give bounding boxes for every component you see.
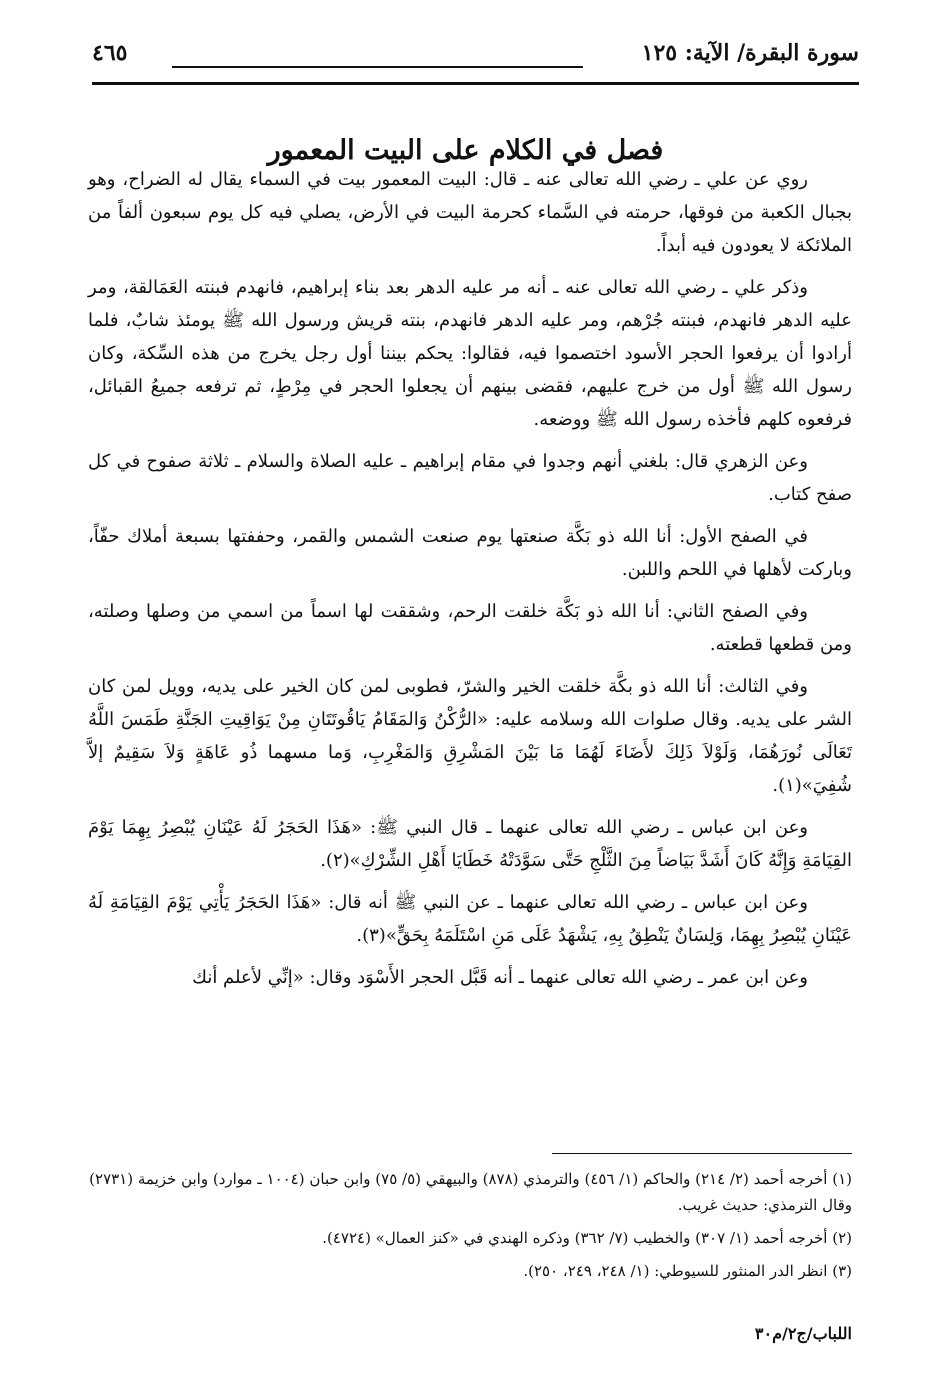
footnotes	[88, 1166, 852, 1291]
volume-signature: اللباب/ج٢/م٣٠	[754, 1324, 852, 1343]
footnote-separator	[552, 1153, 852, 1154]
section-title: فصل في الكلام على البيت المعمور	[267, 135, 664, 167]
paragraph: وفي الثالث: أنا الله ذو بكَّة خلقت الخير والشرّ، فطوبى لمن كان الخير على يديه، وويل لمن كان الشر على يديه. وقال صلوات الله وسلامه عليه: «الرُّكْنُ وَالمَقَامُ يَاقُوتَتَانِ مِنْ يَوَاقِيتِ الجَنَّةِ طَمَسَ اللَّهُ تَعَالَى نُورَهُمَا، وَلَوْلاَ ذَلِكَ لأَضَاءَ لَهُمَا مَا بَيْنَ المَشْرِقِ وَالمَغْرِبِ، وَما مسهما ذُو عَاهَةٍ وَلاَ سَقِيمٌ إلاَّ شُفِيَ»(١).	[88, 676, 852, 796]
footnote: (٢) أخرجه أحمد (١/ ٣٠٧) والخطيب (٧/ ٣٦٢) وذكره الهندي في «كنز العمال» (٤٧٢٤).	[322, 1229, 852, 1247]
page-number: ٤٦٥	[92, 40, 128, 66]
footnote: (٣) انظر الدر المنثور للسيوطي: (١/ ٢٤٨، ٢٤٩، ٢٥٠).	[523, 1262, 852, 1280]
footnote: (١) أخرجه أحمد (٢/ ٢١٤) والحاكم (١/ ٤٥٦) والترمذي (٨٧٨) والبيهقي (٥/ ٧٥) وابن حبان (١٠٠٤ ـ موارد) وابن خزيمة (٢٧٣١) وقال الترمذي: حديث غريب.	[89, 1170, 852, 1214]
header-filler-line	[172, 66, 583, 68]
header-rule	[92, 82, 859, 85]
running-header	[92, 38, 859, 82]
paragraph: وفي الصفح الثاني: أنا الله ذو بَكَّة خلقت الرحم، وشققت لها اسماً من اسمي من وصلها وصلته، ومن قطعها قطعته.	[88, 601, 852, 655]
paragraph: وعن ابن عمر ـ رضي الله تعالى عنهما ـ أنه قَبَّل الحجر الأَسْوَد وقال: «إنِّي لأعلم أنك	[192, 967, 808, 988]
paragraph: وعن ابن عباس ـ رضي الله تعالى عنهما ـ قال النبي ﷺ: «هَذَا الحَجَرُ لَهُ عَيْنَانِ يُبْصِرُ بِهِمَا يَوْمَ القِيَامَةِ وَإِنَّهُ كَانَ أَشَدَّ بَيَاضاً مِنَ الثَّلْجِ حَتَّى سَوَّدَتْهُ خَطَايَا أَهْلِ الشِّرْكِ»(٢).	[88, 817, 852, 871]
paragraph: وذكر علي ـ رضي الله تعالى عنه ـ أنه مر عليه الدهر بعد بناء إبراهيم، فانهدم فبنته العَمَالقة، ومر عليه الدهر فانهدم، فبنته جُرْهم، ومر عليه الدهر فانهدم، بنته قريش ورسول الله ﷺ يومئذ شابٌ، فلما أرادوا أن يرفعوا الحجر الأسود اختصموا فيه، فقالوا: يحكم بيننا أول رجل يخرج من هذه السِّكة، وكان رسول الله ﷺ أول من خرج عليهم، فقضى بينهم أن يجعلوا الحجر في مِرْطٍ، ثم ترفعه جميعُ القبائل، فرفعوه كلهم فأخذه رسول الله ﷺ ووضعه.	[88, 277, 852, 430]
paragraph: روي عن علي ـ رضي الله تعالى عنه ـ قال: البيت المعمور بيت في السماء يقال له الضراح، وهو بجبال الكعبة من فوقها، حرمته في السَّماء كحرمة البيت في الأرض، يصلي فيه كل يوم سبعون ألفاً من الملائكة لا يعودون فيه أبداً.	[88, 169, 852, 256]
body-text	[88, 163, 852, 1003]
surah-reference: سورة البقرة/ الآية: ١٢٥	[641, 40, 859, 66]
paragraph: في الصفح الأول: أنا الله ذو بَكَّة صنعتها يوم صنعت الشمس والقمر، وحففتها بسبعة أملاك حفّاً، وباركت لأهلها في اللحم واللبن.	[88, 526, 852, 580]
paragraph: وعن الزهري قال: بلغني أنهم وجدوا في مقام إبراهيم ـ عليه الصلاة والسلام ـ ثلاثة صفوح في كل صفح كتاب.	[88, 451, 852, 505]
paragraph: وعن ابن عباس ـ رضي الله تعالى عنهما ـ عن النبي ﷺ أنه قال: «هَذَا الحَجَرُ يَأْتِي يَوْمَ القِيَامَةِ لَهُ عَيْنَانِ يُبْصِرُ بِهِمَا، وَلِسَانٌ يَنْطِقُ بِهِ، يَشْهَدُ عَلَى مَنِ اسْتَلَمَهُ بِحَقٍّ»(٣).	[88, 892, 852, 946]
